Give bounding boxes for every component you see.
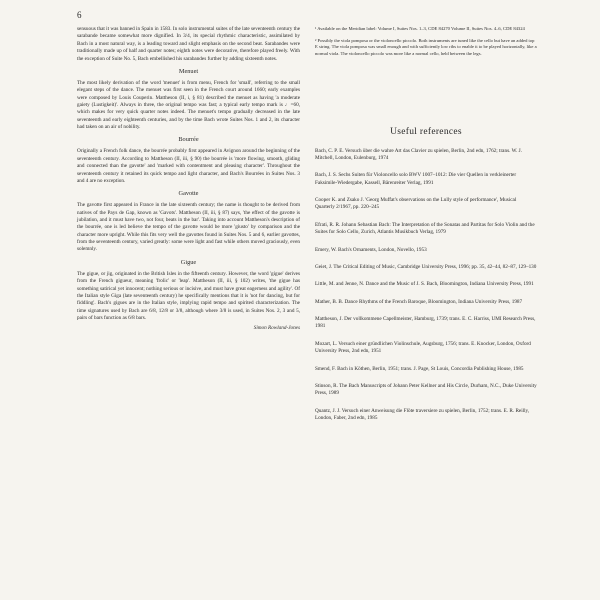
references-heading: Useful references [390,127,462,138]
bourree-text: Originally a French folk dance, the bourrée probably first appeared in Avignon around the beginning of the seventeenth century. According to Mattheson (II, iii, § 90) the bourrée is 'more flowing, smooth, gliding and connected than the gavotte' and 'marked with contentment and pleasing character'. Throughout the seventeenth century it retained its quick tempo and light character, and Bach's Bourrées in Suites Nos. 3 and 4 are no exception. [77,148,300,184]
gavotte-heading: Gavotte [178,190,199,198]
reference-item: Little, M. and Jenne, N. Dance and the Music of J. S. Bach, Bloomington, Indiana University Press, 1991 [315,281,534,288]
reference-item: Efrati, R. R. Johann Sebastian Bach: The Interpretation of the Sonatas and Partitas for Solo Violin and the Suites for Solo Cello, Zurich, Atlantis Musikbuch Verlag, 1979 [315,221,535,236]
reference-item: Geiet, J. The Critical Editing of Music, Cambridge University Press, 1996; pp. 35, 42–44, 82–87, 129–130 [315,263,537,270]
footnote-1: ¹ Available on the Meridian label: Volume I, Suites Nos. 1–3, CDE 84270 Volume II, Suites Nos. 4–6, CDE 84324 [315,26,525,31]
reference-item: Bach, J. S. Sechs Suiten für Violoncello solo BWV 1007–1012: Die vier Quellen in verkleinerter Faksimile-Wiedergabe, Kassell, Bärenreiter Verlag, 1991 [315,172,517,186]
page-number: 6 [77,10,82,20]
gavotte-text: The gavotte first appeared in France in the late sixteenth century; the name is thought to be derived from natives of the Pays de Gap, known as 'Gavots'. Mattheson (II, iii, § 87) says, 'the effect of the gavotte is jubilation, and it must have two, not four, beats in the bar'. Taking into account Mattheson's description of the bourrée, one is led believe the tempo of the gavotte would be more 'giusto' by comparison and the character more upright. While this fits very well the gavottes found in Suites Nos. 5 and 6, earlier gavottes, from the seventeenth century, varied greatly: some were light and fast while others moved graciously, even solemnly. [77,202,300,253]
reference-item: Smend, F. Bach in Köthen, Berlin, 1951; trans. J. Page, St Louis, Concordia Publishing House, 1985 [315,365,524,372]
sarabande-continuation: sensuous that it was banned in Spain in 1583. In solo instrumental suites of the late seventeenth century the sarabande became somewhat more dignified. In 3/4, its special rhythmic characteristic, assimilated by Bach in a most natural way, is a leading toward and slight emphasis on the second beat. Sarabandes were traditionally made up of half and quarter notes; eighth notes were decorative, therefore played freely. With the exception of Suite No. 5, Bach embellished his sarabandes further by adding sixteenth notes. [77,26,300,62]
reference-item: Emery, W. Bach's Ornaments, London, Novello, 1953 [315,246,427,253]
reference-item: Mozart, L. Versuch einer gründlichen Violinschule, Augsburg, 1756; trans. E. Knocker, London, Oxford University Press, 2nd edn, 1951 [315,340,531,355]
reference-item: Mattheson, J. Der vollkommene Capellmeister, Hamburg, 1739; trans. E. C. Harriss, UMI Research Press, 1981 [315,316,536,330]
reference-item: Quantz, J. J. Versuch einer Anweisung die Flöte traversiere zu spielen, Berlin, 1752; trans. E. R. Reilly, London, Faber, 2nd edn, 1985 [315,407,530,422]
gigue-heading: Gigue [180,258,197,266]
reference-item: Bach, C. P. E. Versuch über die wahre Art das Clavier zu spielen, Berlin, 2nd edn, 1762; trans. W. J. Mitchell, London, Eulenburg, 1974 [315,147,522,161]
bourree-heading: Bourrée [178,136,199,144]
menuet-text: The most likely derivation of the word 'menuet' is from menu, French for 'small', referring to the small elegant steps of the dance. The menuet was first seen in the French court around 1660; early examples were composed by Louis Couperin. Mattheson (II, i, § 81) described the menuet as having 'a moderate gaiety (Lustigkeit)'. Always in three, the original tempo was fast; a typical early tempo mark is ♩=60, which makes for very quick quarter notes indeed. The menuet's tempo gradually decreased in the late seventeenth and early eighteenth centuries, and by the time Bach wrote Suites Nos. 1 and 2, its character had taken on an air of nobility. [77,79,300,131]
reference-item: Cooper K. and Zsako J. 'Georg Muffat's observations on the Lully style of performance', Musical Quarterly 2/1967, pp. 220–245 [315,197,517,211]
gigue-text: The gigue, or jig, originated in the British Isles in the fifteenth century. However, the word 'gigue' derives from the French gigueur, meaning 'frolic' or 'leap'. Mattheson (II, iii, § 102) writes, 'the gigue has something satirical yet innocent; nothing serious or incisive, and must have great eagerness and agility'. Of the Italian style Giga (late seventeenth century) he specifically mentions that it is 'not for dancing, but for fiddling'. Bach's gigues are in the Italian style, implying rapid tempo and spirited characterization. The time signatures used by Bach are 6/8, 12/8 or 3/8, although where 3/8 is used, in Suites Nos. 2, 3 and 5, pairs of bars function as 6/8 bars. [77,270,300,321]
author-signature: Simon Rowland-Jones [253,325,300,332]
menuet-heading: Menuet [178,67,199,75]
reference-item: Mather, B. B. Dance Rhythms of the French Baroque, Bloomington, Indiana University Press, 1987 [315,298,523,305]
left-column [77,26,300,333]
footnote-2: ² Possibly the viola pomposa or the violoncello piccolo. Both instruments are tuned like the cello but have an added top E string. The viola pomposa was small enough and with sufficiently low ribs to enable it to be played horizontally, like a normal viola. The violoncello piccolo was more like a normal cello, held between the legs. [315,37,537,56]
reference-item: Stinson, R. The Bach Manuscripts of Johann Peter Kellner and His Circle, Durham, N.C., Duke University Press, 1989 [315,382,537,397]
right-column [315,26,537,432]
